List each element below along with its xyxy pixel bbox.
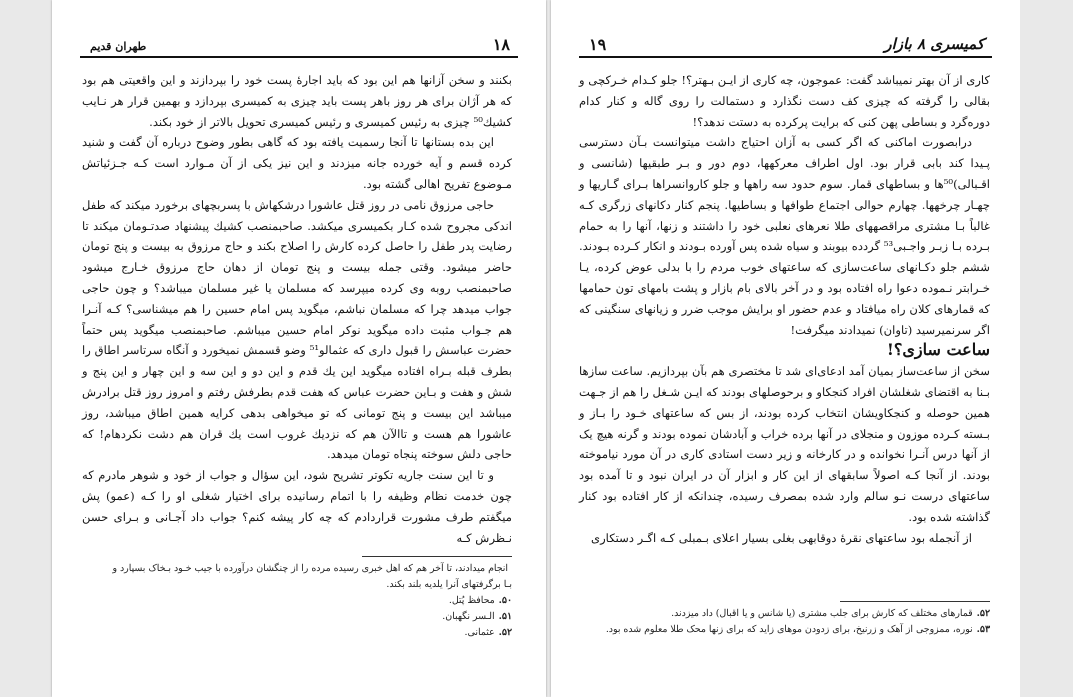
running-title: طهران قديم — [90, 40, 147, 53]
paragraph: سخن از ساعت‌ساز بميان آمد ادعای‌ای شد تا مختصری هم بآن بپردازيم. ساعت سازها بـنا به اقتضای شغلشان افراد كنجكاو و برحوصلهای بودند كه ايـن شـغل را هم از جـهت همين حوصله و كنجكاويشان انتخاب كرده بودند، از بس كه ساعتهای خـود را بـاز و بـسته كـرده موزون و منجلای در آنها برده خراب و آبادشان نموده بودند و گرنه هيچ يک از آنها درس آنـرا نخوانده و در كارخانه و زير دست استادی كاری در آن مورد نياموخته بودند. از آنجا كـه اصولاً سابقهای از اين كار و ابزار آن در ايران نبود و تا آمده بود ساعتهای درست نـو سالم وارد شده بمصرف رسيده، چندانكه از كار افتاده بود كنار گذاشته شده بود. — [579, 364, 990, 524]
paragraph: كاری از آن بهتر نميباشد گفت: عموجون، چه كاری از ايـن بـهتر؟! جلو كـدام خـركچی و بقالی را گرفته كه چيزی كف دست نگذارد و دستمالت را روی گاله و كنار كدام دوره‌گرد و بساطی پهن كنی كه برايت پركرده به دستت ندهد؟! — [579, 73, 990, 129]
running-header — [579, 34, 992, 58]
paragraph: حاجی مرزوق نامی در روز قتل عاشورا درشكهاش با پسربچهای برخورد ميكند كه طفل اندكی مجروح شده كـار بكميسری ميكشد. صاحبمنصب كشيك پيشنهاد صدتـومان ميكند تا رضايت پدر طفل را حاصل كرده كارش را اصلاح بكند و حاج مرزوق به بيست و پنج تومان حاضر ميشود. وقتی جمله بيست و پنج تومان از دهان حاج مرزوق خـارج ميشود صاحبمنصب روبه وی كرده ميپرسد كه مسلمان يا غير مسلمان ميباشد؟ و چون حاجی جواب ميدهد چرا كه مسلمان نباشم، ميگويد پس امام حسين را هم ميشناسی؟ كـه آنـرا هم جـواب مثبت داده ميگويد نوكر امام حسين ميباشم. صاحبمنصب ميگويد پس حتماً حضرت عباسش را قبول داری كه عثمالو⁵¹ وضو قسمش نميخورد و آنگاه سرتاسر اطاق را بطرف قبله بـراه افتاده ميگويد اين يك قدم و اين دو و اين سه و اين چهار و اين پنج و شش و هفت و بـاين حضرت عباس كه هفت قدم بطرفش رفتم و امروز روز قتل برادرش ميباشد اين بيست و پنج تومانی كه تو ميخواهی بدهی كرايه همين اطاق ميباشد، روز عاشورا هم هست و تاالآن هم كه نزديك غروب است يك قران هم دشت نكردهام! كه حاجی دلش سوخته پنجاه تومان ميدهد. — [82, 197, 513, 462]
section-title: ساعت سازی؟! — [886, 340, 990, 360]
footnote-divider — [362, 556, 512, 557]
paragraph: و تا اين سنت جاريه تكوتر تشريح شود، اين سؤال و جواب از خود و شوهر مادرم كه چون خدمت نظام وظيفه را با اتمام رسانيده برای اختيار شغلی او را كـه (عمو) پش ميگفتم طرف مشورت قراردادم كه چه كار پيشه كنم؟ جواب داد آجـانی و بـرای حسن نـظرش كـه — [82, 468, 512, 545]
footnote-divider — [840, 601, 990, 602]
page-number: ۱۸ — [492, 35, 510, 54]
document-page-left — [52, 0, 546, 697]
footnote: ۵۰.محافظ پُتل. — [448, 595, 512, 606]
paragraph: درابصورت اماكنی كه اگر كسی به آزان احتياج داشت ميتوانست بـآن دسترسی پـيدا كند بابی قرار بود. اول اطراف معركهها، دوم دور و بـر طبقیها (شانسی و اقـبالی)⁵⁰ها و بساطهای قمار. سوم حدود سه راهها و جلو كاروانسراها بـرای گـاریها و چهـار چرخهها. چهارم حوالی اجتماع طوافها و بساطیها. پنجم كنار دكانهای زرگری كـه غالباً بـا مشتری مراقصههای طلا نعرهای نعلبی خود را داشتند و زنها، آنها را به حمام بـرده بـا زبـر واجـبی⁵³ گردده بیوبند و سیاه شده پس آورده بـودند و انكار كـرده بـودند. ششم جلو دكـانهای ساعت‌سازی كه ساعتهای خوب مردم را با بدلی عوض كرده، يـا خـرابتر نـموده دعوا راه افتاده بود و در آخر بالای بام بازار و پشت بامهای تون حمامها كه قمارهای كلان راه ميافتاد و عدم حضور او برايش موجب ضرر و زيانهای سنگينی كه اگر سرنميرسيد (تاوان) نميدادند ميگرفت! — [579, 135, 990, 337]
footnote: ۵۱.الـسر نگهبان. — [442, 611, 512, 622]
footnotes — [112, 556, 512, 641]
viewer-scroll-area[interactable] — [1020, 0, 1073, 697]
document-page-right — [551, 0, 1020, 697]
footnote: ۵۳.نوره، ممزوجی از آهک و زرنيخ، برای زدودن موهای زايد كه برای زنها محک طلا معلوم شده بود. — [605, 624, 990, 635]
paragraph: از آنجمله بود ساعتهای نقرهٔ دوقابهی بغلی بسيار اعلای بـمبلی كـه اگـر دستكاری — [591, 530, 972, 545]
page-number: ۱۹ — [589, 35, 607, 54]
footnote: ۵۲.عثمانی. — [464, 627, 512, 638]
body-text — [82, 70, 512, 548]
footnote: ۵۲.قمارهای مختلف كه كارش برای جلب مشتری (يا شانس و يا اقبال) داد ميزدند. — [671, 608, 990, 619]
running-header — [80, 34, 518, 58]
running-title: كميسری ۸ بازار — [884, 35, 984, 53]
paragraph: بكنند و سخن آزانها هم اين بود كه بايد اجارهٔ پست خود را بپردازند و اين واقعيتی هم بود كه هر آژان برای هر روز باهر پست بايد چيزی به كميسری بپردازد و بهمين قرار هر نـايب كشيك⁵⁰ چيزی به رئيس كميسری و رئيس كميسری تحويل بالاتر از خود بكند. — [82, 73, 512, 129]
footnote: انجام ميدادند، تا آخر هم كه اهل خبری رسيده مرده را از چنگشان درآورده با جيب خـود بـخاک بسپارد و بـا برگرفتهای آنرا يلديه بلند بكند. — [112, 563, 512, 590]
footnotes — [581, 601, 990, 638]
body-text — [579, 70, 990, 548]
paragraph: اين بده بستانها تا آنجا رسميت يافته بود كه گاهی بطور وضوح درباره آن گفت و شنيد كرده قسم و آيه خورده جانه ميزدند و اين نيز يكی از آن مـوارد است كـه جـزئياتش مـوضوع تفريح اهالی گشته بود. — [82, 135, 512, 191]
